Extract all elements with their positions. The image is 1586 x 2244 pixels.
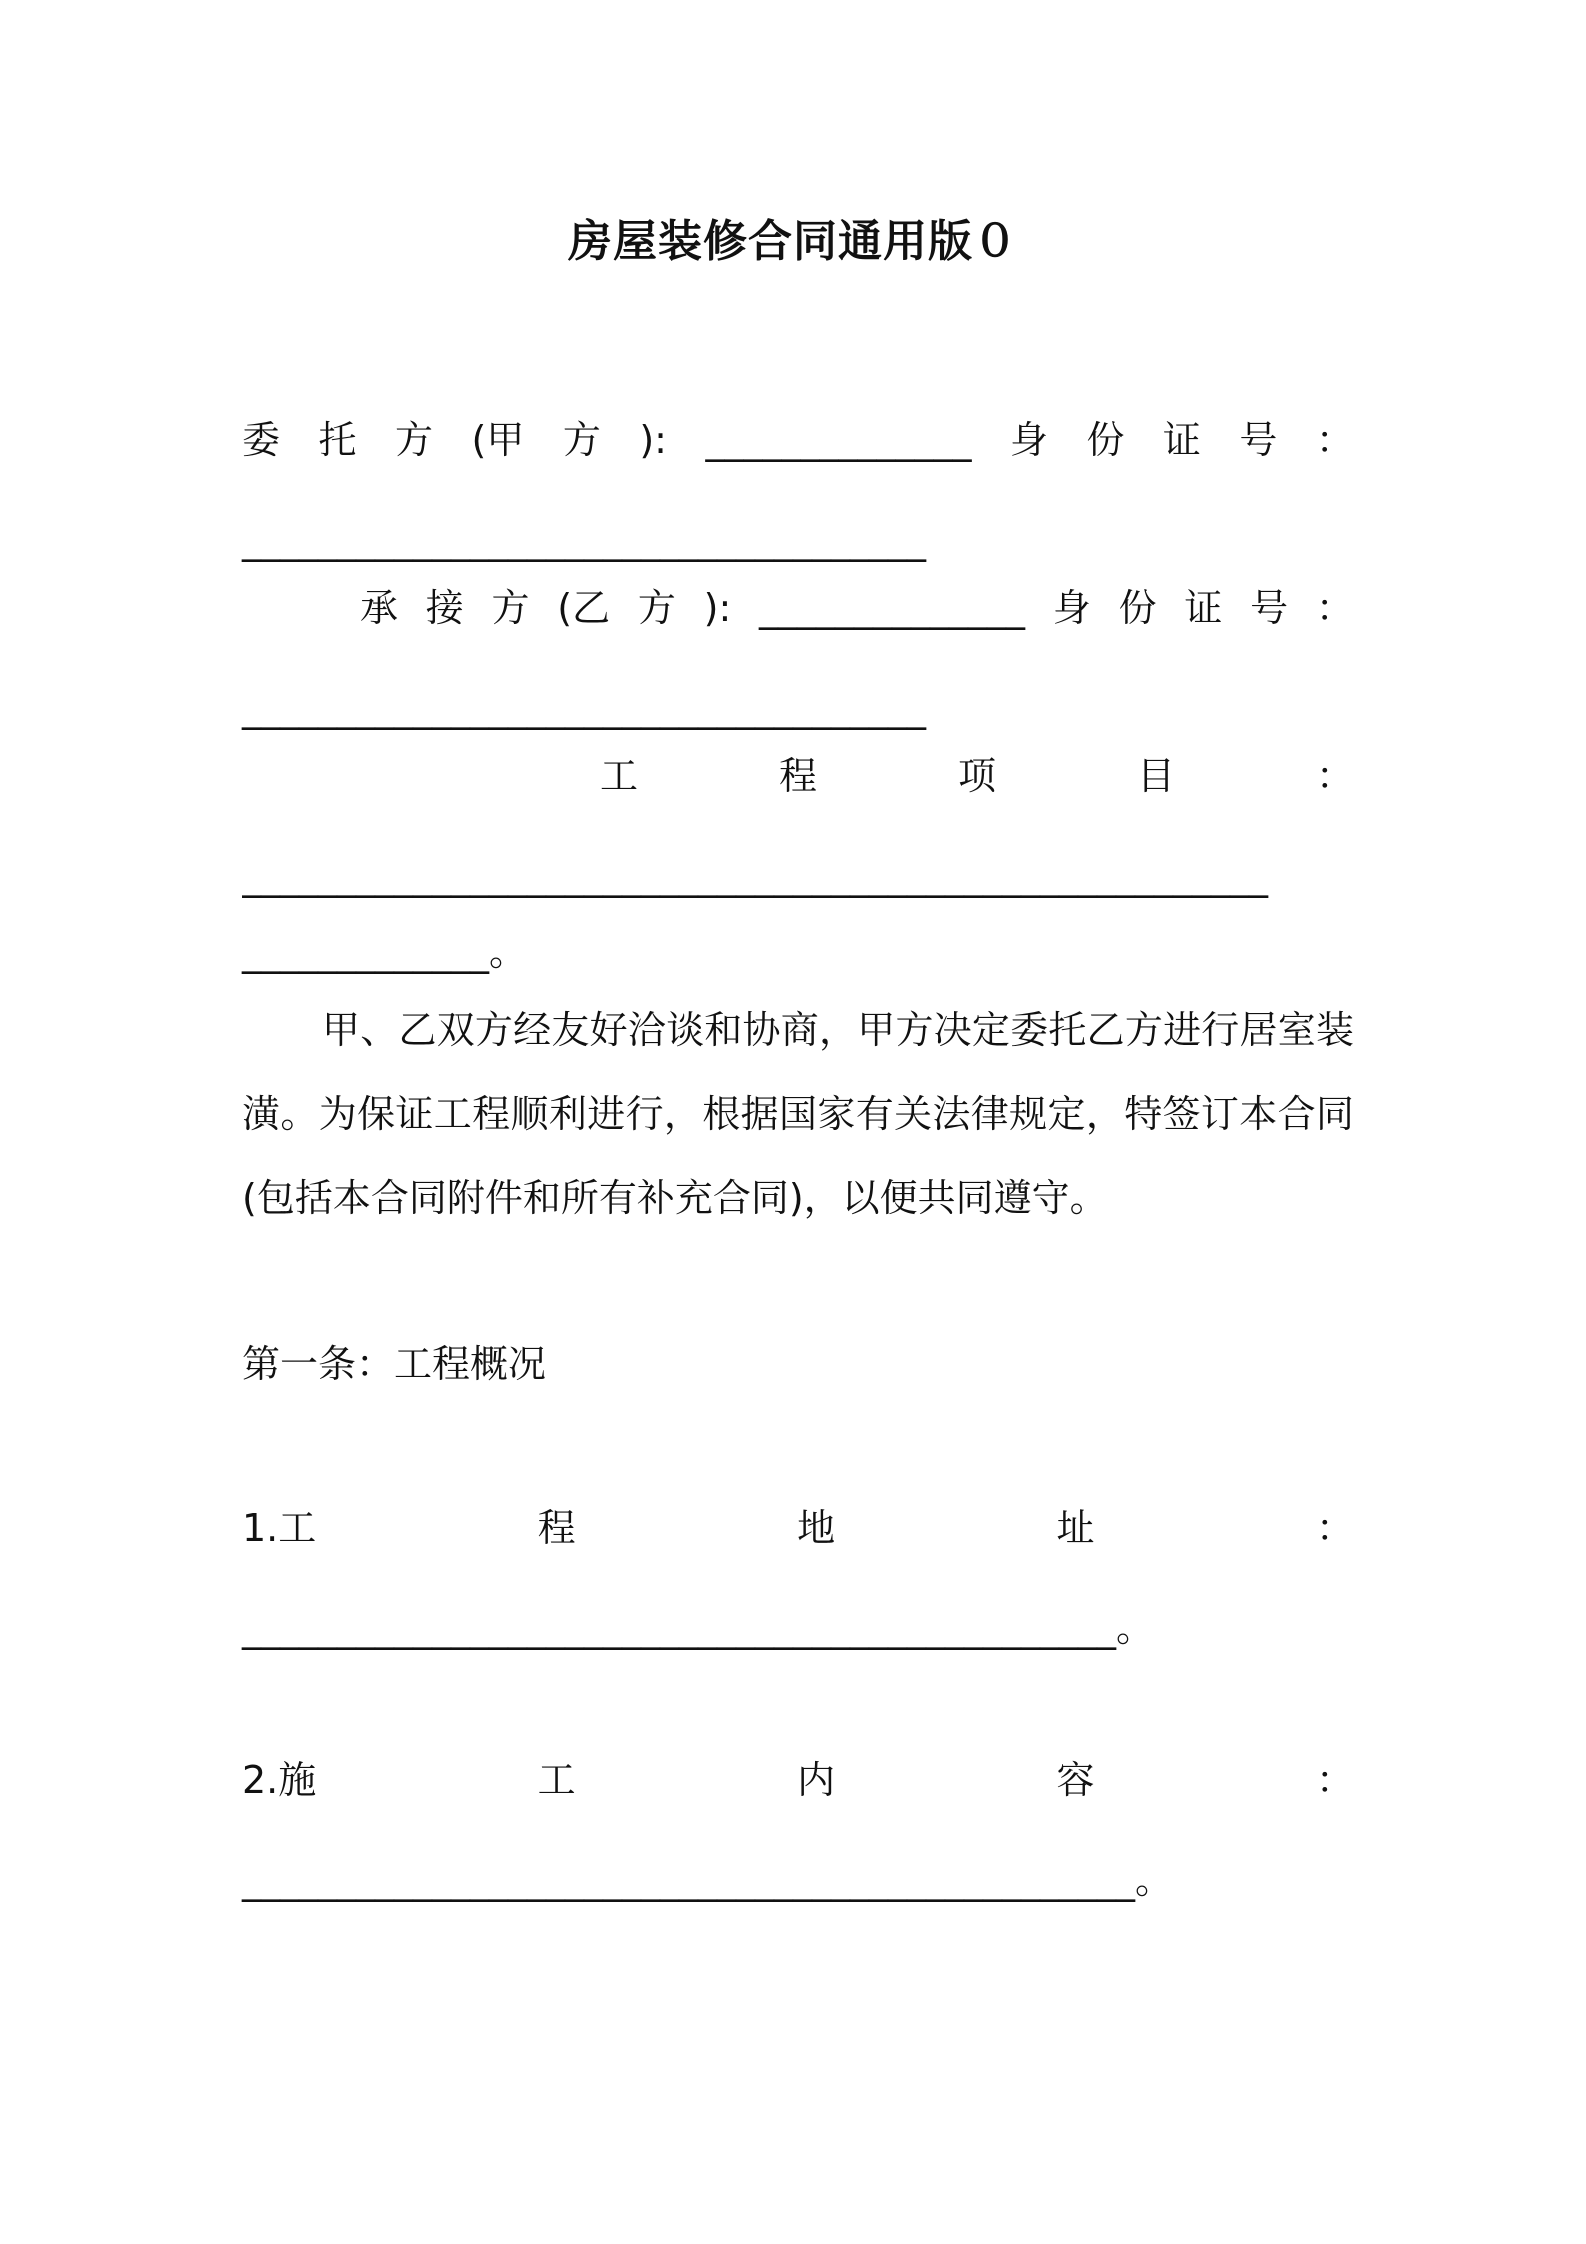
- item-2-char: 容: [1056, 1758, 1095, 1802]
- party-a-char: 委: [242, 418, 281, 462]
- item-2-line: [242, 1752, 1354, 1808]
- project-char: 项: [957, 754, 996, 798]
- party-a-line: [242, 412, 1354, 468]
- party-b-char: 份: [1118, 586, 1157, 630]
- party-b-char: 方: [637, 586, 676, 630]
- party-a-id-blank: ____________________________________: [242, 518, 926, 562]
- party-b-char: 方: [491, 586, 530, 630]
- article-1-heading: 第一条：工程概况: [242, 1342, 547, 1386]
- item-2-char: ：: [1315, 1758, 1354, 1802]
- party-b-char: ):: [703, 586, 732, 630]
- party-a-char: 证: [1162, 418, 1201, 462]
- party-a-char: (甲: [471, 418, 525, 462]
- party-b-char: 证: [1184, 586, 1223, 630]
- project-line: [600, 748, 1354, 804]
- party-b-char: 接: [425, 586, 464, 630]
- party-b-id-blank: ____________________________________: [242, 686, 926, 730]
- party-b-char: 身: [1052, 586, 1091, 630]
- item-2-char: 工: [537, 1758, 576, 1802]
- party-a-char: 号: [1239, 418, 1278, 462]
- party-b-char: (乙: [557, 586, 611, 630]
- item-1-line: [242, 1500, 1354, 1556]
- party-b-char: 号: [1250, 586, 1289, 630]
- document-title: 房屋装修合同通用版０: [568, 216, 1018, 267]
- project-char: ：: [1315, 754, 1354, 798]
- project-char: 程: [778, 754, 817, 798]
- party-b-line: [360, 580, 1354, 636]
- item-2-content-blank: _______________________________________________。: [242, 1858, 1174, 1902]
- party-b-char: 承: [360, 586, 399, 630]
- item-1-char: 地: [797, 1506, 836, 1550]
- party-a-char: 身: [1009, 418, 1048, 462]
- item-1-char: 程: [537, 1506, 576, 1550]
- party-a-char: ：: [1315, 418, 1354, 462]
- party-a-char: 方: [562, 418, 601, 462]
- party-a-char: 方: [395, 418, 434, 462]
- party-b-char: ：: [1315, 586, 1354, 630]
- party-a-char: 份: [1086, 418, 1125, 462]
- project-char: 工: [600, 754, 639, 798]
- item-1-address-blank: ______________________________________________。: [242, 1606, 1155, 1650]
- party-a-char: 托: [318, 418, 357, 462]
- item-2-char: 2.施: [242, 1758, 317, 1802]
- party-a-char: ):: [639, 418, 667, 462]
- party-b-name-blank: ______________: [759, 586, 1026, 630]
- project-char: 目: [1136, 754, 1175, 798]
- item-1-char: 址: [1056, 1506, 1095, 1550]
- party-a-name-blank: ______________: [705, 418, 972, 462]
- intro-paragraph: 甲、乙双方经友好洽谈和协商，甲方决定委托乙方进行居室装潢。为保证工程顺利进行，根据国家有关法律规定，特签订本合同(包括本合同附件和所有补充合同)，以便共同遵守。: [242, 1008, 1354, 1220]
- item-1-char: ：: [1315, 1506, 1354, 1550]
- item-2-char: 内: [797, 1758, 836, 1802]
- project-blank-line-2: _____________。: [242, 930, 528, 974]
- item-1-char: 1.工: [242, 1506, 317, 1550]
- project-blank-line-1: ______________________________________________________: [242, 854, 1268, 898]
